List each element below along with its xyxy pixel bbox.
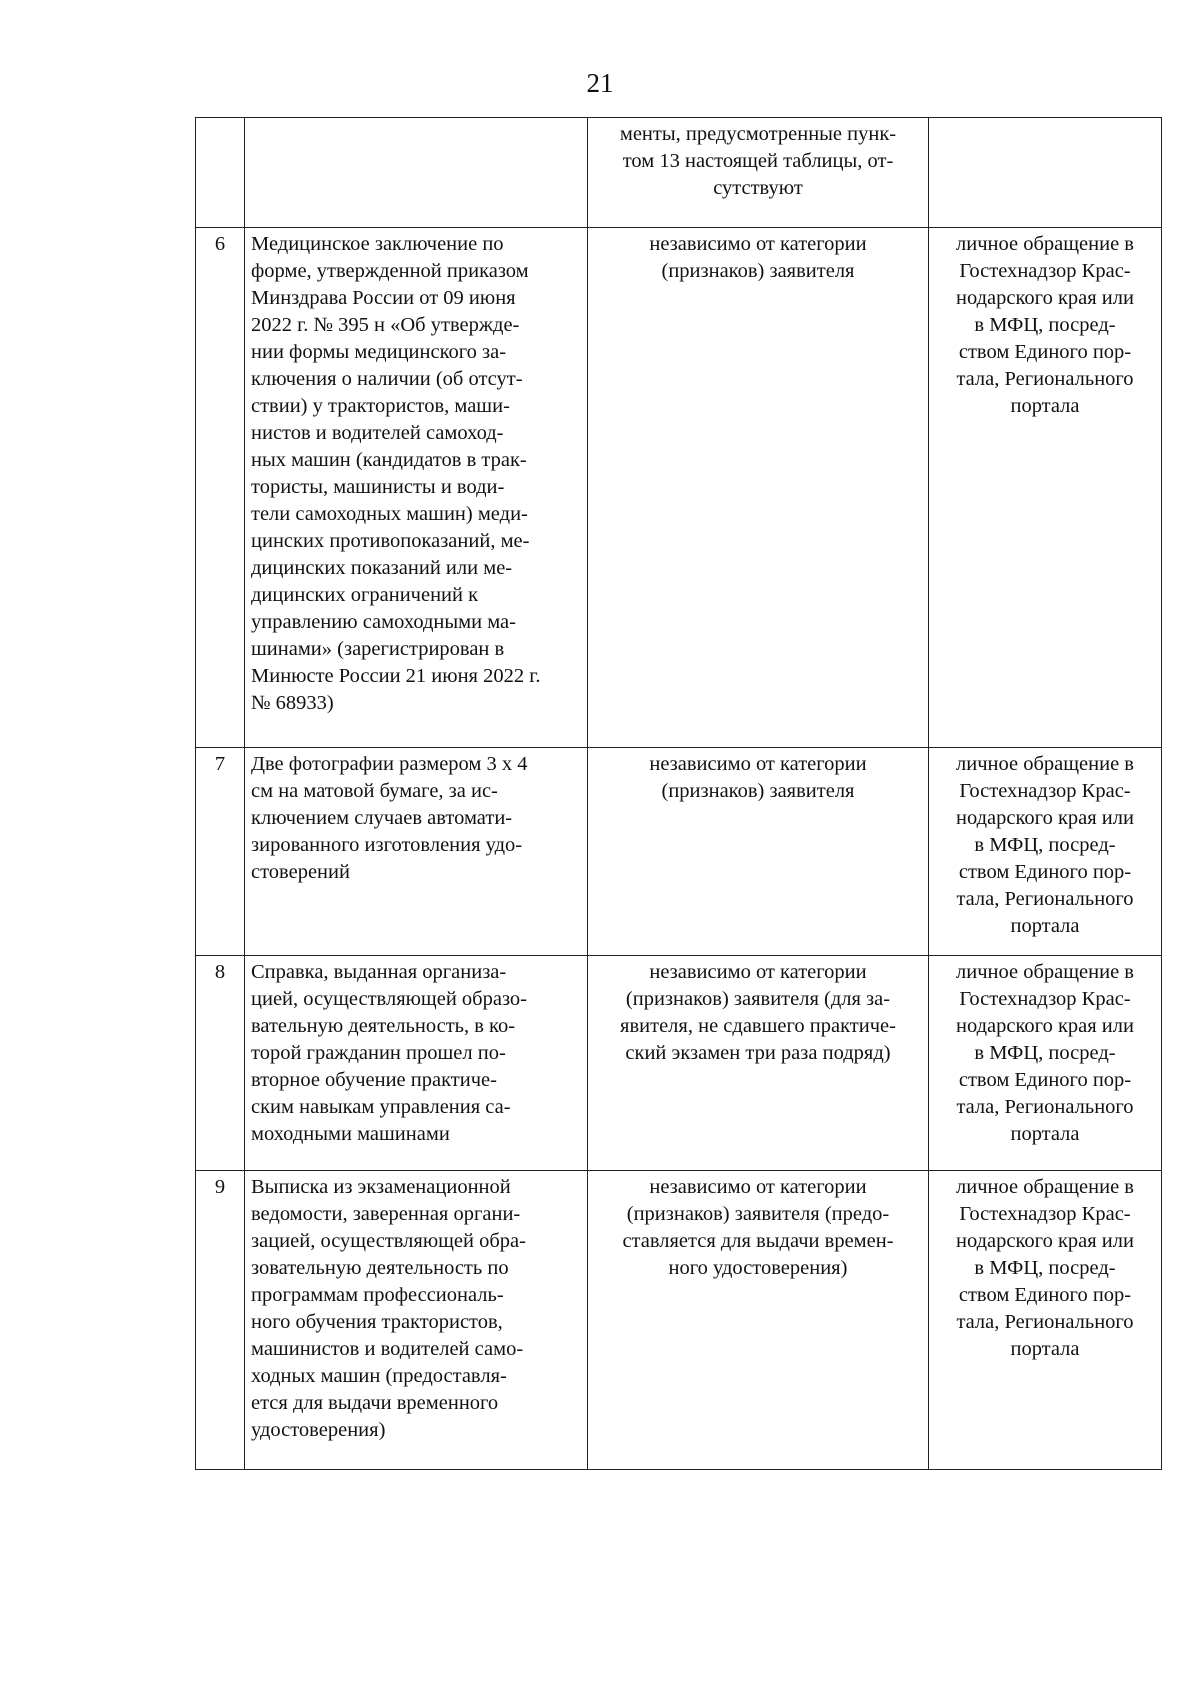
- row-number-cell: [196, 228, 245, 748]
- category-text: независимо от категории (признаков) заявителя: [649, 753, 867, 802]
- row-number: 9: [214, 1176, 226, 1198]
- row-number-cell: [196, 956, 245, 1171]
- category-cell: [588, 118, 929, 228]
- document-text: Выписка из экзаменационной ведомости, заверенная органи- зацией, осуществляющей обра- зовательную деятельность по программам профессиональ- ного обучения трактористов, машинистов и водителей само- ходных машин (предоставля- ется для выдачи временного удостоверения): [251, 1176, 526, 1441]
- table-row: [196, 228, 1162, 748]
- row-number: 8: [214, 961, 226, 983]
- table-row: [196, 1171, 1162, 1470]
- method-cell: [929, 118, 1162, 228]
- method-text: личное обращение в Гостехнадзор Крас- нодарского края или в МФЦ, посред- ством Единого пор- тала, Регионального портала: [956, 1176, 1134, 1360]
- row-number: 7: [214, 753, 226, 775]
- row-number-cell: [196, 748, 245, 956]
- document-cell: [245, 228, 588, 748]
- document-text: Медицинское заключение по форме, утвержденной приказом Минздрава России от 09 июня 2022 г. № 395 н «Об утвержде- нии формы медицинского за- ключения о наличии (об отсут- ствии) у трактористов, маши- нистов и водителей самоход- ных машин (кандидатов в трак- тористы, машинисты и води- тели самоходных машин) меди- цинских противопоказаний, ме- дицинских показаний или ме- дицинских ограничений к управлению самоходными ма- шинами» (зарегистрирован в Минюсте России 21 июня 2022 г. № 68933): [251, 233, 541, 714]
- method-cell: [929, 748, 1162, 956]
- method-text: личное обращение в Гостехнадзор Крас- нодарского края или в МФЦ, посред- ством Единого пор- тала, Регионального портала: [956, 753, 1134, 937]
- category-text: независимо от категории (признаков) заявителя: [649, 233, 867, 282]
- documents-table: [195, 117, 1162, 1470]
- table-row: [196, 748, 1162, 956]
- table-row-continuation: [196, 118, 1162, 228]
- document-cell: [245, 1171, 588, 1470]
- method-cell: [929, 956, 1162, 1171]
- row-number-cell: [196, 1171, 245, 1470]
- document-cell: [245, 118, 588, 228]
- table-row: [196, 956, 1162, 1171]
- category-cell: [588, 1171, 929, 1470]
- document-text: Справка, выданная организа- цией, осуществляющей образо- вательную деятельность, в ко- торой гражданин прошел по- вторное обучение практиче- ским навыкам управления са- моходными машинами: [251, 961, 527, 1145]
- method-cell: [929, 1171, 1162, 1470]
- category-cell: [588, 956, 929, 1171]
- method-text: личное обращение в Гостехнадзор Крас- нодарского края или в МФЦ, посред- ством Единого пор- тала, Регионального портала: [956, 233, 1134, 417]
- category-text: независимо от категории (признаков) заявителя (предо- ставляется для выдачи времен- ного удостоверения): [622, 1176, 894, 1279]
- category-cell: [588, 228, 929, 748]
- method-text: личное обращение в Гостехнадзор Крас- нодарского края или в МФЦ, посред- ством Единого пор- тала, Регионального портала: [956, 961, 1134, 1145]
- row-number-cell: [196, 118, 245, 228]
- row-number: 6: [214, 233, 226, 255]
- document-text: Две фотографии размером 3 х 4 см на матовой бумаге, за ис- ключением случаев автомати- зированного изготовления удо- стоверений: [251, 753, 528, 883]
- page-number: 21: [586, 68, 614, 98]
- category-text: менты, предусмотренные пунк- том 13 настоящей таблицы, от- сутствуют: [619, 123, 897, 199]
- document-cell: [245, 748, 588, 956]
- category-text: независимо от категории (признаков) заявителя (для за- явителя, не сдавшего практиче- ский экзамен три раза подряд): [620, 961, 896, 1064]
- method-cell: [929, 228, 1162, 748]
- category-cell: [588, 748, 929, 956]
- document-cell: [245, 956, 588, 1171]
